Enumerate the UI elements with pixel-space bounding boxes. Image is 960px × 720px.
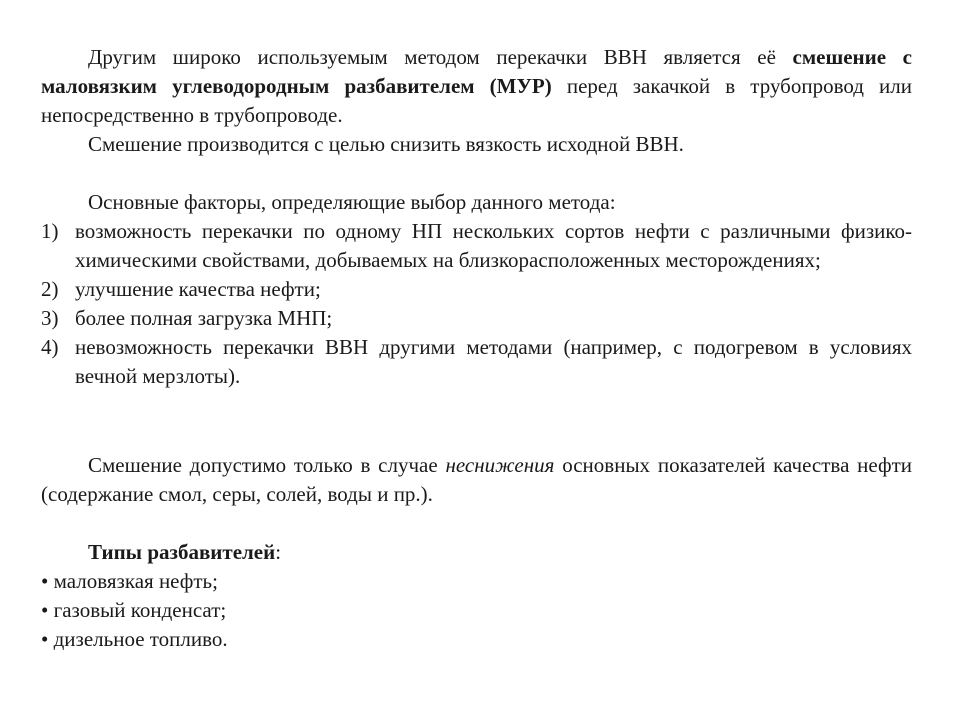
factors-section [41,188,912,391]
list-item-text: маловязкая нефть; [53,569,218,593]
list-item-number: 1) [41,219,59,243]
types-heading-colon: : [275,540,282,564]
list-item-text: улучшение качества нефти; [75,277,321,301]
list-item-text: возможность перекачки по одному НП нескольких сортов нефти с различными физико-химическими свойствами, добываемых на близкорасположенных месторождениях; [75,219,912,272]
intro-bold-term: смешение с маловязким углеводородным разбавителем (МУР) [41,45,912,98]
intro-text-part1: Другим широко используемым методом перекачки ВВН является её [88,45,793,69]
list-item-text: газовый конденсат; [53,598,227,622]
condition-italic-term: неснижения [445,453,555,477]
list-item [41,217,912,275]
list-item-text: более полная загрузка МНП; [75,306,333,330]
list-item-number: 3) [41,306,59,330]
types-heading: Типы разбавителей [88,540,276,564]
factors-list [41,217,912,391]
bullet-icon: • [41,569,49,593]
list-item [41,304,912,333]
types-heading-line [41,538,912,567]
bullet-icon: • [41,598,49,622]
condition-text-part2: основных показателей качества нефти (содержание смол, серы, солей, воды и пр.). [41,453,912,506]
list-item [41,596,912,625]
bullet-icon: • [41,627,49,651]
list-item [41,333,912,391]
list-item-text: невозможность перекачки ВВН другими методами (например, с подогревом в условиях вечной мерзлоты). [75,335,912,388]
intro-text-part2: перед закачкой в трубопровод или непосредственно в трубопроводе. [41,74,913,127]
factors-heading: Основные факторы, определяющие выбор данного метода: [88,190,616,214]
condition-text [41,451,912,509]
types-section [41,538,912,654]
list-item [41,625,912,654]
list-item [41,567,912,596]
condition-text-part1: Смешение допустимо только в случае [88,453,446,477]
list-item-text: дизельное топливо. [53,627,228,651]
list-item-number: 2) [41,277,59,301]
purpose-paragraph [41,130,912,159]
list-item [41,275,912,304]
types-list [41,567,912,654]
condition-paragraph [41,451,912,509]
purpose-text: Смешение производится с целью снизить вязкость исходной ВВН. [88,132,684,156]
intro-paragraph [41,43,912,130]
intro-text [41,43,912,130]
list-item-number: 4) [41,335,59,359]
